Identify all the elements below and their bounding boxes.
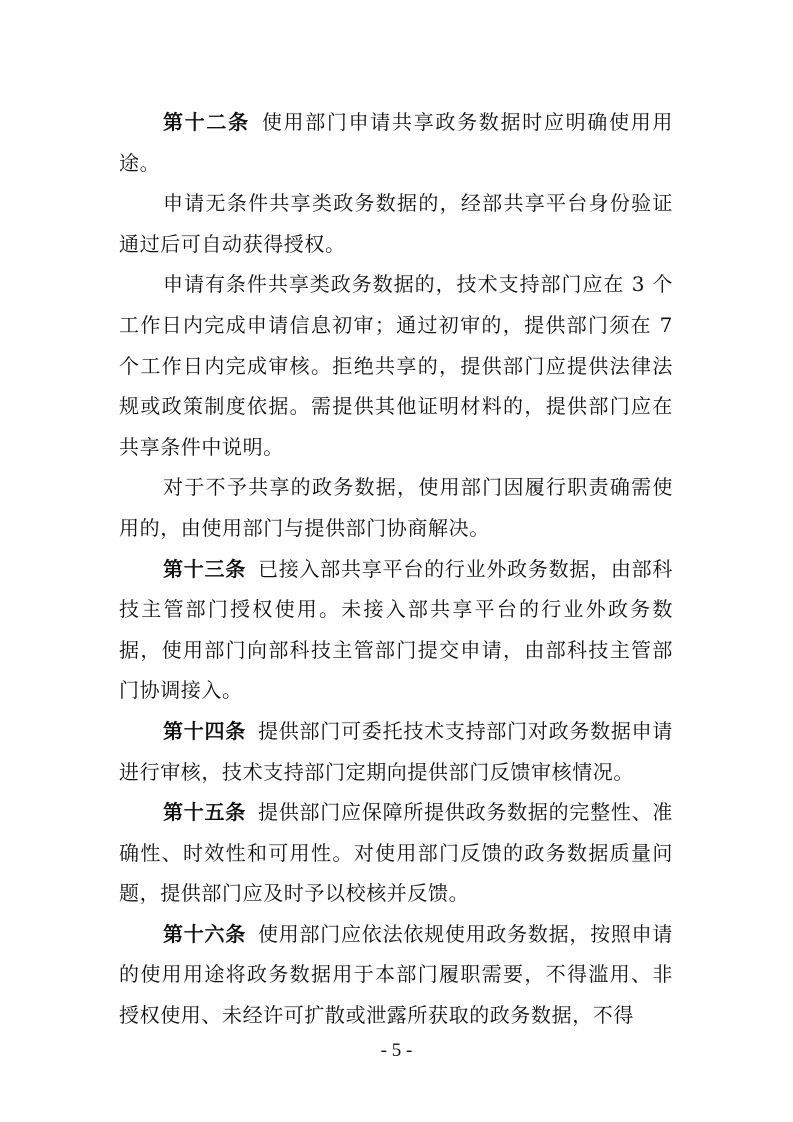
document-body <box>119 102 673 1036</box>
article-15-heading: 第十五条 <box>163 800 247 825</box>
article-16-heading: 第十六条 <box>163 921 247 946</box>
article-13-text: 已接入部共享平台的行业外政务数据，由部科技主管部门授权使用。未接入部共享平台的行业外政务数据，使用部门向部科技主管部门提交申请，由部科技主管部门协调接入。 <box>119 556 673 703</box>
article-14-text: 提供部门可委托技术支持部门对政务数据申请进行审核，技术支持部门定期向提供部门反馈审核情况。 <box>119 718 673 784</box>
paragraph-text: 申请有条件共享类政务数据的，技术支持部门应在 3 个工作日内完成申请信息初审；通过初审的，提供部门须在 7 个工作日内完成审核。拒绝共享的，提供部门应提供法律法规或政策制度依据。需提供其他证明材料的，提供部门应在共享条件中说明。 <box>119 272 673 459</box>
article-13-heading: 第十三条 <box>163 556 247 581</box>
article-15-text: 提供部门应保障所提供政务数据的完整性、准确性、时效性和可用性。对使用部门反馈的政务数据质量问题，提供部门应及时予以校核并反馈。 <box>119 800 673 906</box>
article-16-text: 使用部门应依法依规使用政务数据，按照申请的使用用途将政务数据用于本部门履职需要，不得滥用、非授权使用、未经许可扩散或泄露所获取的政务数据，不得 <box>119 921 673 1028</box>
article-14-paragraph <box>119 711 673 792</box>
page-number: - 5 - <box>380 1040 413 1061</box>
paragraph-text: 对于不予共享的政务数据，使用部门因履行职责确需使用的，由使用部门与提供部门协商解决。 <box>119 475 673 540</box>
article-12-text: 使用部门申请共享政务数据时应明确使用用途。 <box>119 110 674 175</box>
article-14-heading: 第十四条 <box>163 718 247 743</box>
article-12-paragraph <box>119 102 673 183</box>
conditional-share-paragraph <box>119 264 673 467</box>
article-12-heading: 第十二条 <box>163 110 250 134</box>
article-16-paragraph <box>119 914 673 1036</box>
unconditional-share-paragraph <box>119 183 673 264</box>
article-15-paragraph <box>119 792 673 914</box>
article-13-paragraph <box>119 549 673 711</box>
paragraph-text: 申请无条件共享类政务数据的，经部共享平台身份验证通过后可自动获得授权。 <box>119 191 673 256</box>
non-share-paragraph <box>119 467 673 548</box>
